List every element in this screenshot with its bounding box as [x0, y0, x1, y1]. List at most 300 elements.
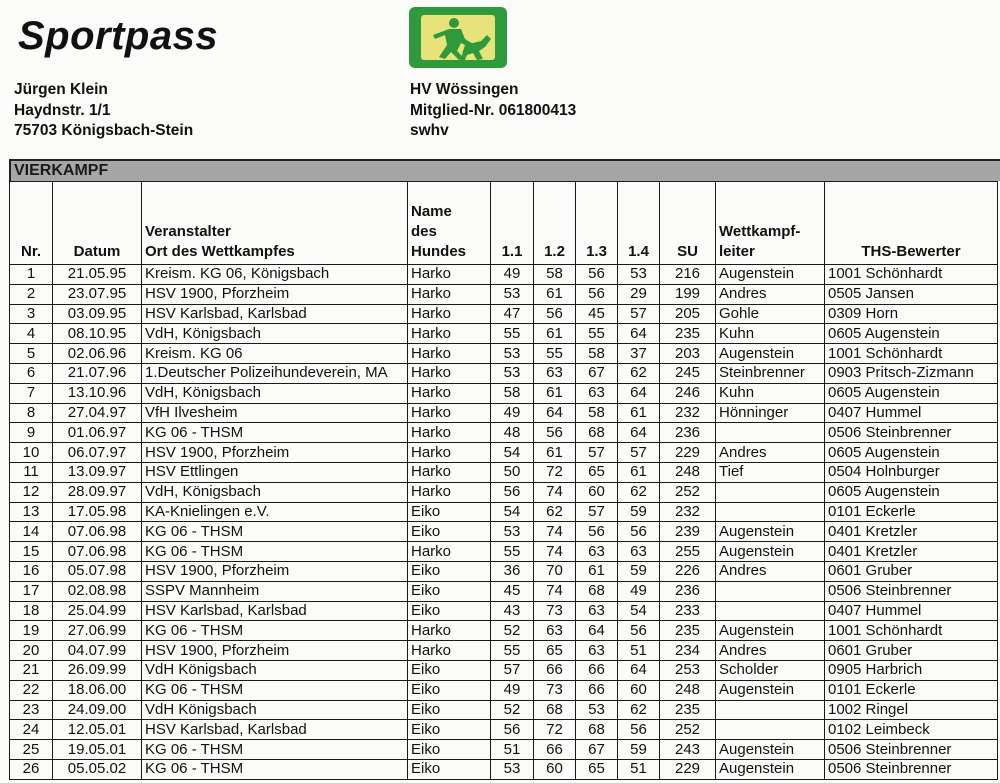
- table-row: [10, 363, 998, 383]
- cell-d11: 49: [491, 403, 534, 423]
- cell-su: 229: [660, 443, 716, 463]
- cell-d13: 55: [576, 324, 618, 344]
- cell-leiter: [716, 502, 825, 522]
- cell-su: 199: [660, 284, 716, 304]
- cell-hund: Harko: [408, 284, 491, 304]
- cell-su: 253: [660, 660, 716, 680]
- cell-d12: 63: [534, 363, 576, 383]
- table-row: [10, 324, 998, 344]
- cell-datum: 25.04.99: [53, 601, 142, 621]
- cell-su: 235: [660, 700, 716, 720]
- cell-d13: 68: [576, 720, 618, 740]
- cell-datum: 19.05.01: [53, 740, 142, 760]
- cell-d11: 52: [491, 621, 534, 641]
- col-leiter: Wettkampf- leiter: [716, 182, 825, 265]
- cell-datum: 13.10.96: [53, 383, 142, 403]
- cell-leiter: [716, 581, 825, 601]
- cell-leiter: [716, 720, 825, 740]
- cell-datum: 17.05.98: [53, 502, 142, 522]
- cell-d11: 53: [491, 522, 534, 542]
- cell-datum: 02.08.98: [53, 581, 142, 601]
- cell-d12: 74: [534, 581, 576, 601]
- cell-nr: 1: [10, 265, 53, 285]
- cell-hund: Eiko: [408, 700, 491, 720]
- cell-bewerter: 0309 Horn: [825, 304, 998, 324]
- cell-ort: KG 06 - THSM: [142, 621, 408, 641]
- cell-nr: 26: [10, 759, 53, 779]
- cell-nr: 24: [10, 720, 53, 740]
- cell-leiter: [716, 482, 825, 502]
- cell-leiter: Augenstein: [716, 759, 825, 779]
- cell-leiter: Scholder: [716, 660, 825, 680]
- table-row: [10, 502, 998, 522]
- table-row: [10, 720, 998, 740]
- cell-d13: 57: [576, 443, 618, 463]
- cell-nr: 23: [10, 700, 53, 720]
- cell-bewerter: 0605 Augenstein: [825, 443, 998, 463]
- col-1-4: 1.4: [618, 182, 660, 265]
- cell-bewerter: 0506 Steinbrenner: [825, 581, 998, 601]
- cell-d13: 53: [576, 700, 618, 720]
- cell-leiter: Augenstein: [716, 542, 825, 562]
- cell-leiter: Hönninger: [716, 403, 825, 423]
- table-row: [10, 383, 998, 403]
- cell-d12: 66: [534, 660, 576, 680]
- cell-d12: 56: [534, 304, 576, 324]
- cell-su: 235: [660, 621, 716, 641]
- cell-hund: Harko: [408, 324, 491, 344]
- cell-bewerter: 0505 Jansen: [825, 284, 998, 304]
- cell-datum: 03.09.95: [53, 304, 142, 324]
- cell-d14: 56: [618, 621, 660, 641]
- cell-d11: 56: [491, 482, 534, 502]
- cell-nr: 20: [10, 641, 53, 661]
- cell-su: 203: [660, 344, 716, 364]
- cell-datum: 06.07.97: [53, 443, 142, 463]
- cell-d14: 53: [618, 265, 660, 285]
- cell-nr: 22: [10, 680, 53, 700]
- cell-ort: 1.Deutscher Polizeihundeverein, MA: [142, 363, 408, 383]
- cell-ort: HSV 1900, Pforzheim: [142, 561, 408, 581]
- cell-nr: 2: [10, 284, 53, 304]
- cell-hund: Harko: [408, 344, 491, 364]
- cell-d12: 61: [534, 383, 576, 403]
- cell-d13: 66: [576, 660, 618, 680]
- cell-hund: Eiko: [408, 740, 491, 760]
- cell-ort: VdH, Königsbach: [142, 482, 408, 502]
- cell-leiter: Augenstein: [716, 740, 825, 760]
- col-veranstalter: Veranstalter Ort des Wettkampfes: [142, 182, 408, 265]
- cell-nr: 11: [10, 462, 53, 482]
- cell-datum: 27.06.99: [53, 621, 142, 641]
- cell-datum: 12.05.01: [53, 720, 142, 740]
- cell-d14: 59: [618, 740, 660, 760]
- cell-d11: 36: [491, 561, 534, 581]
- cell-d12: 56: [534, 423, 576, 443]
- cell-bewerter: 0101 Eckerle: [825, 502, 998, 522]
- document-title: Sportpass: [18, 14, 219, 58]
- cell-hund: Harko: [408, 265, 491, 285]
- cell-leiter: Andres: [716, 641, 825, 661]
- cell-bewerter: 0407 Hummel: [825, 403, 998, 423]
- cell-bewerter: 0905 Harbrich: [825, 660, 998, 680]
- cell-ort: HSV Ettlingen: [142, 462, 408, 482]
- cell-datum: 01.06.97: [53, 423, 142, 443]
- cell-datum: 05.05.02: [53, 759, 142, 779]
- cell-datum: 04.07.99: [53, 641, 142, 661]
- cell-ort: KG 06 - THSM: [142, 759, 408, 779]
- cell-d14: 57: [618, 304, 660, 324]
- cell-d11: 58: [491, 383, 534, 403]
- cell-d11: 47: [491, 304, 534, 324]
- cell-ort: HSV 1900, Pforzheim: [142, 284, 408, 304]
- cell-d13: 66: [576, 680, 618, 700]
- cell-su: 236: [660, 581, 716, 601]
- cell-d11: 49: [491, 265, 534, 285]
- header-row: [10, 182, 998, 265]
- cell-d12: 65: [534, 641, 576, 661]
- cell-d13: 58: [576, 403, 618, 423]
- cell-d13: 63: [576, 542, 618, 562]
- cell-nr: 12: [10, 482, 53, 502]
- cell-d14: 56: [618, 720, 660, 740]
- cell-datum: 13.09.97: [53, 462, 142, 482]
- cell-su: 236: [660, 423, 716, 443]
- table-row: [10, 423, 998, 443]
- cell-bewerter: 0506 Steinbrenner: [825, 423, 998, 443]
- cell-d12: 61: [534, 284, 576, 304]
- cell-datum: 08.10.95: [53, 324, 142, 344]
- cell-nr: 3: [10, 304, 53, 324]
- cell-d12: 68: [534, 700, 576, 720]
- member-number: Mitglied-Nr. 061800413: [410, 101, 577, 119]
- cell-d12: 66: [534, 740, 576, 760]
- cell-bewerter: 1002 Ringel: [825, 700, 998, 720]
- cell-d11: 53: [491, 759, 534, 779]
- cell-d12: 55: [534, 344, 576, 364]
- cell-d13: 57: [576, 502, 618, 522]
- cell-ort: KG 06 - THSM: [142, 542, 408, 562]
- cell-su: 252: [660, 482, 716, 502]
- cell-nr: 21: [10, 660, 53, 680]
- cell-nr: 10: [10, 443, 53, 463]
- table-row: [10, 601, 998, 621]
- cell-hund: Eiko: [408, 680, 491, 700]
- cell-su: 248: [660, 680, 716, 700]
- cell-bewerter: 0407 Hummel: [825, 601, 998, 621]
- cell-su: 245: [660, 363, 716, 383]
- cell-nr: 14: [10, 522, 53, 542]
- cell-d13: 67: [576, 363, 618, 383]
- cell-nr: 15: [10, 542, 53, 562]
- col-datum: Datum: [53, 182, 142, 265]
- cell-d12: 60: [534, 759, 576, 779]
- cell-nr: 7: [10, 383, 53, 403]
- cell-d12: 73: [534, 680, 576, 700]
- cell-su: 226: [660, 561, 716, 581]
- cell-d13: 60: [576, 482, 618, 502]
- cell-d13: 63: [576, 383, 618, 403]
- cell-d14: 51: [618, 759, 660, 779]
- cell-datum: 23.07.95: [53, 284, 142, 304]
- cell-nr: 8: [10, 403, 53, 423]
- cell-nr: 25: [10, 740, 53, 760]
- cell-ort: KG 06 - THSM: [142, 680, 408, 700]
- cell-d13: 67: [576, 740, 618, 760]
- cell-su: 235: [660, 324, 716, 344]
- cell-su: 234: [660, 641, 716, 661]
- cell-bewerter: 0401 Kretzler: [825, 542, 998, 562]
- cell-datum: 26.09.99: [53, 660, 142, 680]
- cell-hund: Harko: [408, 641, 491, 661]
- cell-nr: 18: [10, 601, 53, 621]
- cell-su: 255: [660, 542, 716, 562]
- table-row: [10, 265, 998, 285]
- cell-bewerter: 0504 Holnburger: [825, 462, 998, 482]
- table-row: [10, 561, 998, 581]
- cell-d14: 64: [618, 660, 660, 680]
- cell-d13: 61: [576, 561, 618, 581]
- table-row: [10, 740, 998, 760]
- cell-hund: Harko: [408, 423, 491, 443]
- cell-bewerter: 0605 Augenstein: [825, 482, 998, 502]
- cell-hund: Harko: [408, 403, 491, 423]
- cell-hund: Harko: [408, 304, 491, 324]
- cell-nr: 13: [10, 502, 53, 522]
- cell-leiter: [716, 423, 825, 443]
- col-1-1: 1.1: [491, 182, 534, 265]
- cell-ort: VfH Ilvesheim: [142, 403, 408, 423]
- cell-d12: 63: [534, 621, 576, 641]
- section-title: VIERKAMPF: [14, 162, 109, 179]
- cell-datum: 21.05.95: [53, 265, 142, 285]
- cell-bewerter: 1001 Schönhardt: [825, 265, 998, 285]
- cell-d11: 51: [491, 740, 534, 760]
- cell-d14: 29: [618, 284, 660, 304]
- cell-d14: 60: [618, 680, 660, 700]
- table-row: [10, 759, 998, 779]
- cell-ort: Kreism. KG 06, Königsbach: [142, 265, 408, 285]
- cell-d13: 68: [576, 581, 618, 601]
- cell-datum: 02.06.96: [53, 344, 142, 364]
- cell-d12: 61: [534, 324, 576, 344]
- cell-d11: 55: [491, 641, 534, 661]
- cell-hund: Eiko: [408, 660, 491, 680]
- cell-hund: Eiko: [408, 759, 491, 779]
- table-row: [10, 522, 998, 542]
- cell-datum: 07.06.98: [53, 522, 142, 542]
- table-row: [10, 700, 998, 720]
- cell-d12: 58: [534, 265, 576, 285]
- cell-su: 233: [660, 601, 716, 621]
- table-row: [10, 581, 998, 601]
- cell-su: 205: [660, 304, 716, 324]
- cell-d14: 61: [618, 403, 660, 423]
- cell-d14: 64: [618, 383, 660, 403]
- association: swhv: [410, 122, 449, 139]
- cell-ort: KG 06 - THSM: [142, 740, 408, 760]
- cell-ort: VdH Königsbach: [142, 660, 408, 680]
- cell-ort: KG 06 - THSM: [142, 522, 408, 542]
- cell-leiter: Andres: [716, 561, 825, 581]
- cell-bewerter: 0903 Pritsch-Zizmann: [825, 363, 998, 383]
- cell-d14: 64: [618, 423, 660, 443]
- cell-hund: Harko: [408, 621, 491, 641]
- results-table: [9, 181, 998, 780]
- cell-hund: Eiko: [408, 720, 491, 740]
- cell-ort: HSV 1900, Pforzheim: [142, 443, 408, 463]
- cell-d13: 64: [576, 621, 618, 641]
- table-row: [10, 344, 998, 364]
- cell-d11: 54: [491, 502, 534, 522]
- cell-bewerter: 0401 Kretzler: [825, 522, 998, 542]
- cell-su: 229: [660, 759, 716, 779]
- cell-hund: Eiko: [408, 561, 491, 581]
- cell-su: 243: [660, 740, 716, 760]
- table-row: [10, 304, 998, 324]
- cell-leiter: Steinbrenner: [716, 363, 825, 383]
- table-row: [10, 443, 998, 463]
- cell-d12: 72: [534, 720, 576, 740]
- cell-su: 252: [660, 720, 716, 740]
- cell-d12: 61: [534, 443, 576, 463]
- cell-d11: 53: [491, 363, 534, 383]
- cell-leiter: Augenstein: [716, 621, 825, 641]
- club-name: HV Wössingen: [410, 81, 519, 98]
- cell-d11: 48: [491, 423, 534, 443]
- col-bewerter: THS-Bewerter: [825, 182, 998, 265]
- section-header: [9, 159, 1000, 181]
- cell-bewerter: 1001 Schönhardt: [825, 344, 998, 364]
- cell-leiter: [716, 601, 825, 621]
- cell-datum: 18.06.00: [53, 680, 142, 700]
- cell-d12: 74: [534, 482, 576, 502]
- cell-d14: 54: [618, 601, 660, 621]
- owner-street: Haydnstr. 1/1: [14, 101, 111, 119]
- cell-d13: 65: [576, 759, 618, 779]
- club-info: [410, 80, 576, 142]
- cell-d14: 61: [618, 462, 660, 482]
- cell-leiter: Andres: [716, 443, 825, 463]
- cell-d12: 62: [534, 502, 576, 522]
- cell-d14: 49: [618, 581, 660, 601]
- table-row: [10, 542, 998, 562]
- cell-bewerter: 0102 Leimbeck: [825, 720, 998, 740]
- cell-leiter: [716, 700, 825, 720]
- cell-bewerter: 0601 Gruber: [825, 561, 998, 581]
- cell-d11: 55: [491, 324, 534, 344]
- cell-leiter: Augenstein: [716, 522, 825, 542]
- cell-d13: 56: [576, 265, 618, 285]
- table-row: [10, 482, 998, 502]
- col-hund: Name des Hundes: [408, 182, 491, 265]
- cell-nr: 16: [10, 561, 53, 581]
- col-1-2: 1.2: [534, 182, 576, 265]
- cell-ort: KG 06 - THSM: [142, 423, 408, 443]
- cell-leiter: Augenstein: [716, 680, 825, 700]
- cell-d12: 64: [534, 403, 576, 423]
- cell-bewerter: 1001 Schönhardt: [825, 621, 998, 641]
- cell-nr: 19: [10, 621, 53, 641]
- cell-nr: 9: [10, 423, 53, 443]
- cell-ort: KA-Knielingen e.V.: [142, 502, 408, 522]
- cell-leiter: Augenstein: [716, 265, 825, 285]
- cell-ort: VdH, Königsbach: [142, 383, 408, 403]
- cell-hund: Harko: [408, 482, 491, 502]
- cell-ort: HSV Karlsbad, Karlsbad: [142, 720, 408, 740]
- cell-hund: Harko: [408, 383, 491, 403]
- cell-su: 246: [660, 383, 716, 403]
- cell-hund: Eiko: [408, 502, 491, 522]
- cell-bewerter: 0101 Eckerle: [825, 680, 998, 700]
- table-row: [10, 680, 998, 700]
- cell-leiter: Kuhn: [716, 383, 825, 403]
- cell-d14: 62: [618, 363, 660, 383]
- cell-bewerter: 0506 Steinbrenner: [825, 759, 998, 779]
- table-row: [10, 284, 998, 304]
- col-nr: Nr.: [10, 182, 53, 265]
- cell-leiter: Augenstein: [716, 344, 825, 364]
- cell-d13: 56: [576, 522, 618, 542]
- cell-d12: 73: [534, 601, 576, 621]
- cell-datum: 28.09.97: [53, 482, 142, 502]
- cell-d14: 56: [618, 522, 660, 542]
- cell-hund: Harko: [408, 443, 491, 463]
- club-logo: [409, 7, 507, 68]
- col-su: SU: [660, 182, 716, 265]
- cell-bewerter: 0605 Augenstein: [825, 383, 998, 403]
- owner-city: 75703 Königsbach-Stein: [14, 122, 194, 139]
- cell-ort: HSV Karlsbad, Karlsbad: [142, 601, 408, 621]
- cell-ort: VdH, Königsbach: [142, 324, 408, 344]
- cell-ort: HSV Karlsbad, Karlsbad: [142, 304, 408, 324]
- cell-d14: 62: [618, 700, 660, 720]
- cell-hund: Eiko: [408, 522, 491, 542]
- cell-bewerter: 0605 Augenstein: [825, 324, 998, 344]
- cell-d14: 64: [618, 324, 660, 344]
- cell-d13: 63: [576, 601, 618, 621]
- cell-d14: 57: [618, 443, 660, 463]
- cell-d11: 53: [491, 284, 534, 304]
- cell-d11: 43: [491, 601, 534, 621]
- cell-nr: 6: [10, 363, 53, 383]
- cell-datum: 27.04.97: [53, 403, 142, 423]
- cell-d14: 37: [618, 344, 660, 364]
- cell-d14: 59: [618, 561, 660, 581]
- cell-hund: Harko: [408, 462, 491, 482]
- cell-d11: 56: [491, 720, 534, 740]
- table-row: [10, 641, 998, 661]
- cell-ort: VdH Königsbach: [142, 700, 408, 720]
- table-row: [10, 660, 998, 680]
- cell-d12: 72: [534, 462, 576, 482]
- cell-hund: Eiko: [408, 581, 491, 601]
- cell-d11: 45: [491, 581, 534, 601]
- table-row: [10, 403, 998, 423]
- table-row: [10, 462, 998, 482]
- cell-bewerter: 0506 Steinbrenner: [825, 740, 998, 760]
- cell-d11: 50: [491, 462, 534, 482]
- cell-d13: 65: [576, 462, 618, 482]
- cell-datum: 07.06.98: [53, 542, 142, 562]
- cell-d13: 63: [576, 641, 618, 661]
- cell-ort: Kreism. KG 06: [142, 344, 408, 364]
- owner-name: Jürgen Klein: [14, 81, 108, 98]
- cell-d14: 51: [618, 641, 660, 661]
- dog-sport-icon: [421, 15, 495, 60]
- cell-d13: 45: [576, 304, 618, 324]
- cell-hund: Harko: [408, 363, 491, 383]
